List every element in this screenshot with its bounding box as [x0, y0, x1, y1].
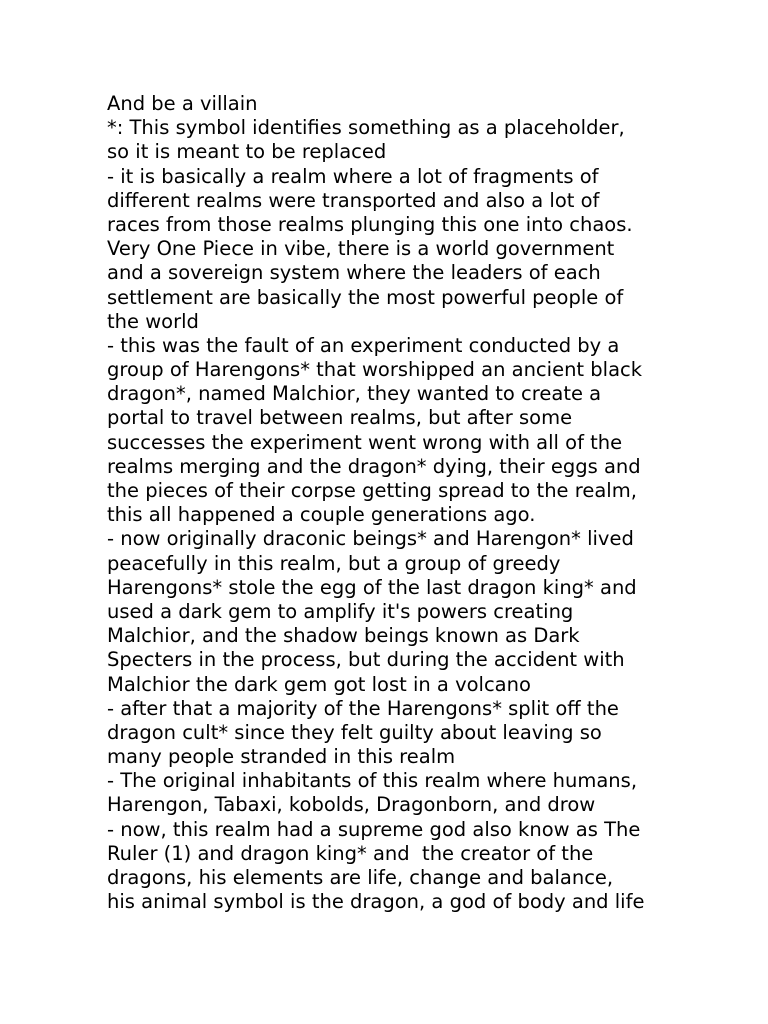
text-line: Malchior the dark gem got lost in a volcano — [107, 672, 531, 696]
text-line: - this was the fault of an experiment conducted by a — [107, 333, 620, 357]
text-line: portal to travel between realms, but after some — [107, 406, 573, 430]
text-line: settlement are basically the most powerful people of — [107, 285, 624, 309]
text-line: so it is meant to be replaced — [107, 140, 387, 164]
text-line: dragon cult* since they felt guilty about leaving so — [107, 720, 602, 744]
text-line: successes the experiment went wrong with all of the — [107, 430, 623, 454]
text-line: And be a villain — [107, 92, 258, 115]
text-line: his animal symbol is the dragon, a god of body and life — [107, 890, 645, 914]
text-line: - now originally draconic beings* and Harengon* lived — [107, 527, 634, 551]
text-line: - it is basically a realm where a lot of fragments of — [107, 164, 599, 188]
text-line: different realms were transported and also a lot of — [107, 188, 600, 212]
text-line: the world — [107, 309, 199, 333]
text-line: the pieces of their corpse getting spread to the realm, — [107, 479, 637, 502]
text-line: Specters in the process, but during the accident with — [107, 648, 625, 672]
text-line: group of Harengons* that worshipped an ancient black — [107, 358, 643, 382]
text-line: - now, this realm had a supreme god also know as The — [107, 817, 641, 841]
text-line: and a sovereign system where the leaders of each — [107, 261, 601, 285]
text-line: *: This symbol identifies something as a placeholder, — [107, 116, 625, 140]
text-line: dragons, his elements are life, change and balance, — [107, 866, 614, 889]
text-line: peacefully in this realm, but a group of greedy — [107, 551, 561, 575]
text-line: Harengons* stole the egg of the last dragon king* and — [107, 575, 637, 599]
text-line: Ruler (1) and dragon king* and the creator of the — [107, 841, 594, 865]
text-line: realms merging and the dragon* dying, their eggs and — [107, 454, 641, 478]
text-line: Very One Piece in vibe, there is a world government — [107, 237, 615, 261]
text-line: dragon*, named Malchior, they wanted to create a — [107, 382, 602, 406]
text-line: used a dark gem to amplify it's powers creating — [107, 599, 574, 623]
text-line: Harengon, Tabaxi, kobolds, Dragonborn, and drow — [107, 793, 596, 817]
text-line: races from those realms plunging this one into chaos. — [107, 212, 633, 236]
text-line: - after that a majority of the Harengons* split off the — [107, 696, 619, 720]
document-text — [107, 92, 707, 914]
text-line: - The original inhabitants of this realm where humans, — [107, 769, 638, 793]
text-line: Malchior, and the shadow beings known as Dark — [107, 624, 580, 648]
text-line: this all happened a couple generations ago. — [107, 503, 536, 527]
text-line: many people stranded in this realm — [107, 745, 456, 769]
